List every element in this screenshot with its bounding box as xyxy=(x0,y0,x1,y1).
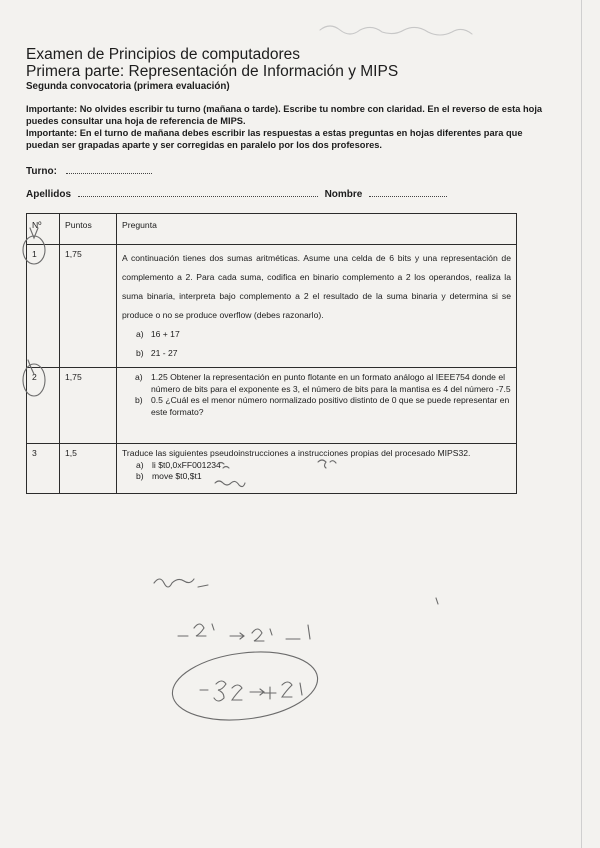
turno-label: Turno: xyxy=(26,166,57,177)
nombre-blank xyxy=(369,188,447,197)
table-row xyxy=(27,245,517,368)
apellidos-label: Apellidos xyxy=(26,189,72,200)
pencil-dot xyxy=(436,598,438,604)
question-points: 1,75 xyxy=(60,368,117,444)
page-edge xyxy=(581,0,582,848)
exam-part-title: Primera parte: Representación de Información y MIPS xyxy=(26,63,399,80)
question-points: 1,75 xyxy=(60,245,117,368)
table-row xyxy=(27,368,517,444)
header-num: Nº xyxy=(27,214,60,245)
question-1 xyxy=(117,245,517,368)
option-a: a) 16 + 17 xyxy=(136,329,180,339)
header-question: Pregunta xyxy=(117,214,517,245)
nombre-label: Nombre xyxy=(324,189,363,200)
apellidos-blank xyxy=(78,188,318,197)
question-text: Traduce las siguientes pseudoinstrucciones a instrucciones propias del procesado MIPS32. xyxy=(122,448,471,458)
question-2 xyxy=(117,368,517,444)
table-row xyxy=(27,444,517,494)
question-text: A continuación tienes dos sumas aritméticas. Asume una celda de 6 bits y una representación de complemento a 2. Para cada suma, codifica en binario complemento a 2 los operandos, realiza la suma binaria, interpreta bajo complemento a 2 el resultado de la suma binaria y determina si se produce o no se produce overflow (debes razonarlo). xyxy=(122,253,511,320)
option-b: b) move $t0,$t1 xyxy=(136,471,202,481)
exam-subtitle: Segunda convocatoria (primera evaluación) xyxy=(26,81,230,92)
question-3 xyxy=(117,444,517,494)
turno-field xyxy=(26,165,152,177)
option-b: b) 21 - 27 xyxy=(136,348,178,358)
option-b: b) 0.5 ¿Cuál es el menor número normalizado positivo distinto de 0 que se puede representar en este formato? xyxy=(135,395,510,417)
question-options xyxy=(135,372,511,418)
option-a: a) 1.25 Obtener la representación en punto flotante en un formato análogo al IEEE754 donde el número de bits para el exponente es 3, el número de bits para la mantisa es 4 del número -7.5 xyxy=(135,372,511,394)
question-number: 2 xyxy=(27,368,60,444)
exam-title: Examen de Principios de computadores xyxy=(26,46,300,63)
pencil-oval xyxy=(169,644,322,727)
question-options xyxy=(122,460,511,483)
faint-corner-writing xyxy=(320,26,472,35)
pencil-scribble xyxy=(154,579,208,587)
header-points: Puntos xyxy=(60,214,117,245)
pencil-range xyxy=(200,681,302,701)
pencil-formula xyxy=(178,624,310,641)
name-field xyxy=(26,188,447,200)
important-note-2: Importante: En el turno de mañana debes escribir las respuestas a estas preguntas en hojas diferentes para que puedan ser grapadas aparte y ser corregidas en paralelo por los dos profesores. xyxy=(26,128,523,150)
important-note-1: Importante: No olvides escribir tu turno (mañana o tarde). Escribe tu nombre con claridad. En el reverso de esta hoja puedes consultar una hoja de referencia de MIPS. xyxy=(26,104,543,126)
question-points: 1,5 xyxy=(60,444,117,494)
questions-table xyxy=(26,213,517,494)
question-number: 3 xyxy=(27,444,60,494)
option-a: a) li $t0,0xFF001234 xyxy=(136,459,221,470)
table-header-row xyxy=(27,214,517,245)
question-number: 1 xyxy=(27,245,60,368)
turno-blank xyxy=(66,165,152,174)
